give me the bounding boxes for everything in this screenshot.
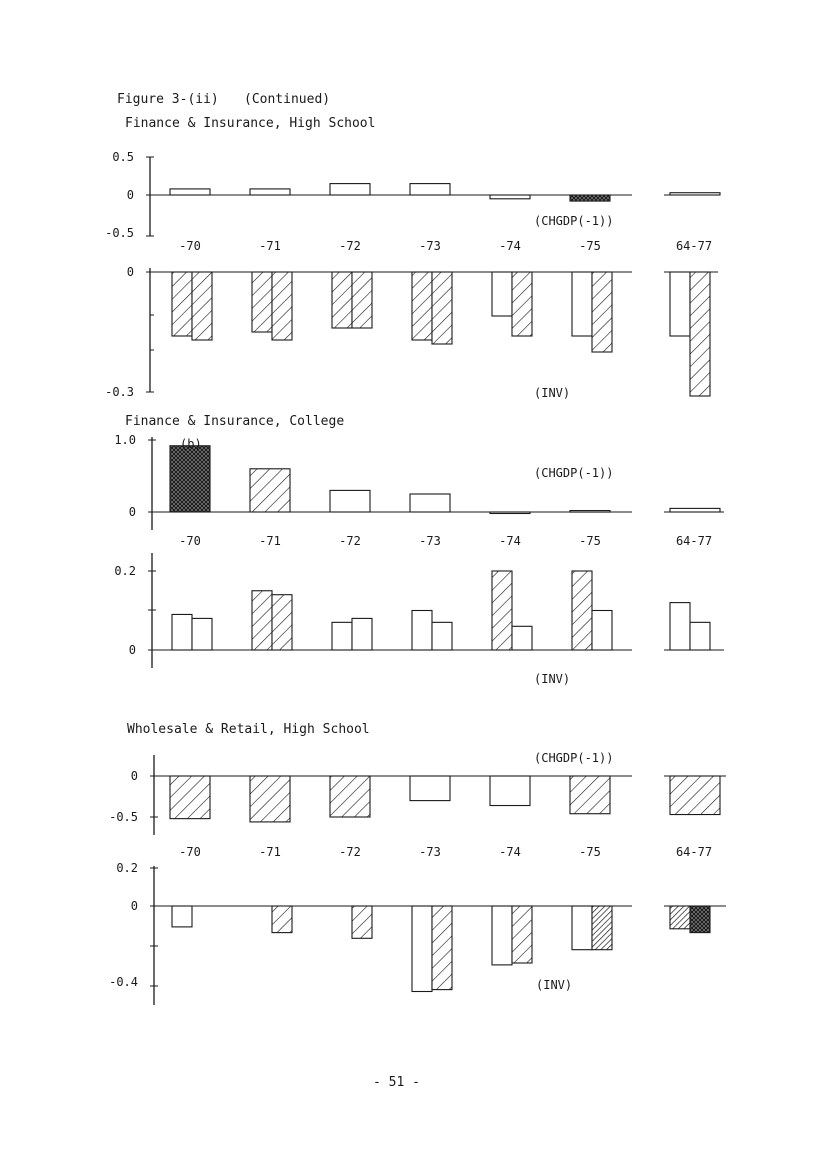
bar-75-s1 [592, 906, 612, 950]
y-tick-label: 0 [130, 899, 138, 913]
category-label: 64-77 [675, 534, 713, 548]
bar-73-s1 [432, 906, 452, 990]
bar-74-s1 [512, 626, 532, 650]
bar-72-s1 [352, 272, 372, 328]
bar-74-s0 [492, 272, 512, 316]
bar-6477-s0 [670, 272, 690, 336]
bar-71-s1 [272, 272, 292, 340]
category-label: -75 [579, 845, 601, 859]
bar-6477-s0 [670, 508, 720, 512]
category-label: -75 [579, 534, 601, 548]
bar-70-s0 [172, 906, 192, 927]
bar-71-s0 [250, 776, 290, 822]
bar-73-s0 [412, 611, 432, 651]
y-tick-label: -0.3 [105, 385, 134, 399]
category-label: -74 [499, 534, 521, 548]
bar-73-s1 [432, 622, 452, 650]
bar-70-s1 [192, 272, 212, 340]
bar-70-s0 [170, 189, 210, 195]
panel-label: (CHGDP(-1)) [534, 214, 614, 228]
bar-6477-s0 [670, 776, 720, 815]
bar-71-s1 [272, 906, 292, 933]
bar-75-s0 [570, 776, 610, 814]
bar-75-s1 [592, 611, 612, 651]
bar-74-s1 [512, 906, 532, 963]
y-tick-label: 0.2 [116, 861, 138, 875]
bar-70-s0 [172, 614, 192, 650]
panel-label: (CHGDP(-1)) [534, 466, 614, 480]
bar-73-s0 [410, 184, 450, 195]
bar-6477-s1 [690, 272, 710, 396]
bar-74-s0 [490, 776, 530, 806]
bar-72-s0 [332, 622, 352, 650]
category-label: 64-77 [675, 845, 713, 859]
category-label: 64-77 [675, 239, 713, 253]
y-tick-label: 0 [128, 643, 136, 657]
bar-71-s0 [252, 272, 272, 332]
category-label: -75 [579, 239, 601, 253]
figure-continued: (Continued) [244, 92, 331, 107]
bar-6477-s0 [670, 193, 720, 195]
category-label: -74 [499, 845, 521, 859]
bar-74-s0 [492, 571, 512, 650]
bar-71-s0 [250, 189, 290, 195]
bar-6477-s0 [670, 603, 690, 650]
y-tick-label: -0.4 [109, 975, 138, 989]
bar-70-s0 [170, 776, 210, 819]
panel-label: (INV) [536, 978, 573, 992]
panel-label: (INV) [534, 672, 571, 686]
y-tick-label: 0 [126, 265, 134, 279]
bar-73-s0 [412, 906, 432, 992]
bar-75-s1 [592, 272, 612, 352]
panel-annotation: (b) [180, 437, 202, 451]
y-tick-label: 0.2 [114, 564, 136, 578]
bar-73-s0 [410, 776, 450, 801]
category-label: -71 [259, 534, 281, 548]
bar-74-s0 [492, 906, 512, 965]
bar-71-s0 [250, 469, 290, 512]
bar-75-s0 [572, 571, 592, 650]
bar-72-s0 [330, 776, 370, 817]
bar-74-s1 [512, 272, 532, 336]
bar-75-s0 [572, 906, 592, 950]
bar-75-s0 [570, 195, 610, 201]
category-label: -72 [339, 845, 361, 859]
bar-72-s1 [352, 906, 372, 938]
category-label: -71 [259, 239, 281, 253]
bar-73-s1 [432, 272, 452, 344]
category-label: -74 [499, 239, 521, 253]
bar-73-s0 [412, 272, 432, 340]
y-tick-label: 0 [128, 505, 136, 519]
bar-74-s0 [490, 512, 530, 514]
bar-70-s0 [172, 272, 192, 336]
bar-70-s0 [170, 446, 210, 512]
y-tick-label: 1.0 [114, 433, 136, 447]
bar-75-s0 [572, 272, 592, 336]
y-tick-label: -0.5 [109, 810, 138, 824]
y-tick-label: 0 [126, 188, 134, 202]
bar-72-s0 [332, 272, 352, 328]
y-tick-label: 0 [130, 769, 138, 783]
bar-72-s0 [330, 184, 370, 195]
bar-72-s0 [330, 490, 370, 512]
category-label: -73 [419, 845, 441, 859]
y-tick-label: -0.5 [105, 226, 134, 240]
bar-74-s0 [490, 195, 530, 199]
category-label: -70 [179, 534, 201, 548]
panel-label: (CHGDP(-1)) [534, 751, 614, 765]
category-label: -73 [419, 239, 441, 253]
category-label: -72 [339, 534, 361, 548]
bar-75-s0 [570, 511, 610, 513]
category-label: -71 [259, 845, 281, 859]
category-label: -73 [419, 534, 441, 548]
bar-6477-s0 [670, 906, 690, 929]
chart-title-wholesale-high-school: Wholesale & Retail, High School [127, 722, 370, 737]
category-label: -72 [339, 239, 361, 253]
category-label: -70 [179, 239, 201, 253]
chart-title-finance-high-school: Finance & Insurance, High School [125, 116, 376, 131]
figure-title: Figure 3-(ii) [117, 92, 219, 107]
page-number: - 51 - [373, 1075, 420, 1090]
bar-6477-s1 [690, 906, 710, 933]
bar-70-s1 [192, 618, 212, 650]
bar-6477-s1 [690, 622, 710, 650]
category-label: -70 [179, 845, 201, 859]
bar-71-s1 [272, 595, 292, 650]
bar-72-s1 [352, 618, 372, 650]
bar-71-s0 [252, 591, 272, 650]
bar-73-s0 [410, 494, 450, 512]
y-tick-label: 0.5 [112, 150, 134, 164]
chart-title-finance-college: Finance & Insurance, College [125, 414, 345, 429]
panel-label: (INV) [534, 386, 571, 400]
